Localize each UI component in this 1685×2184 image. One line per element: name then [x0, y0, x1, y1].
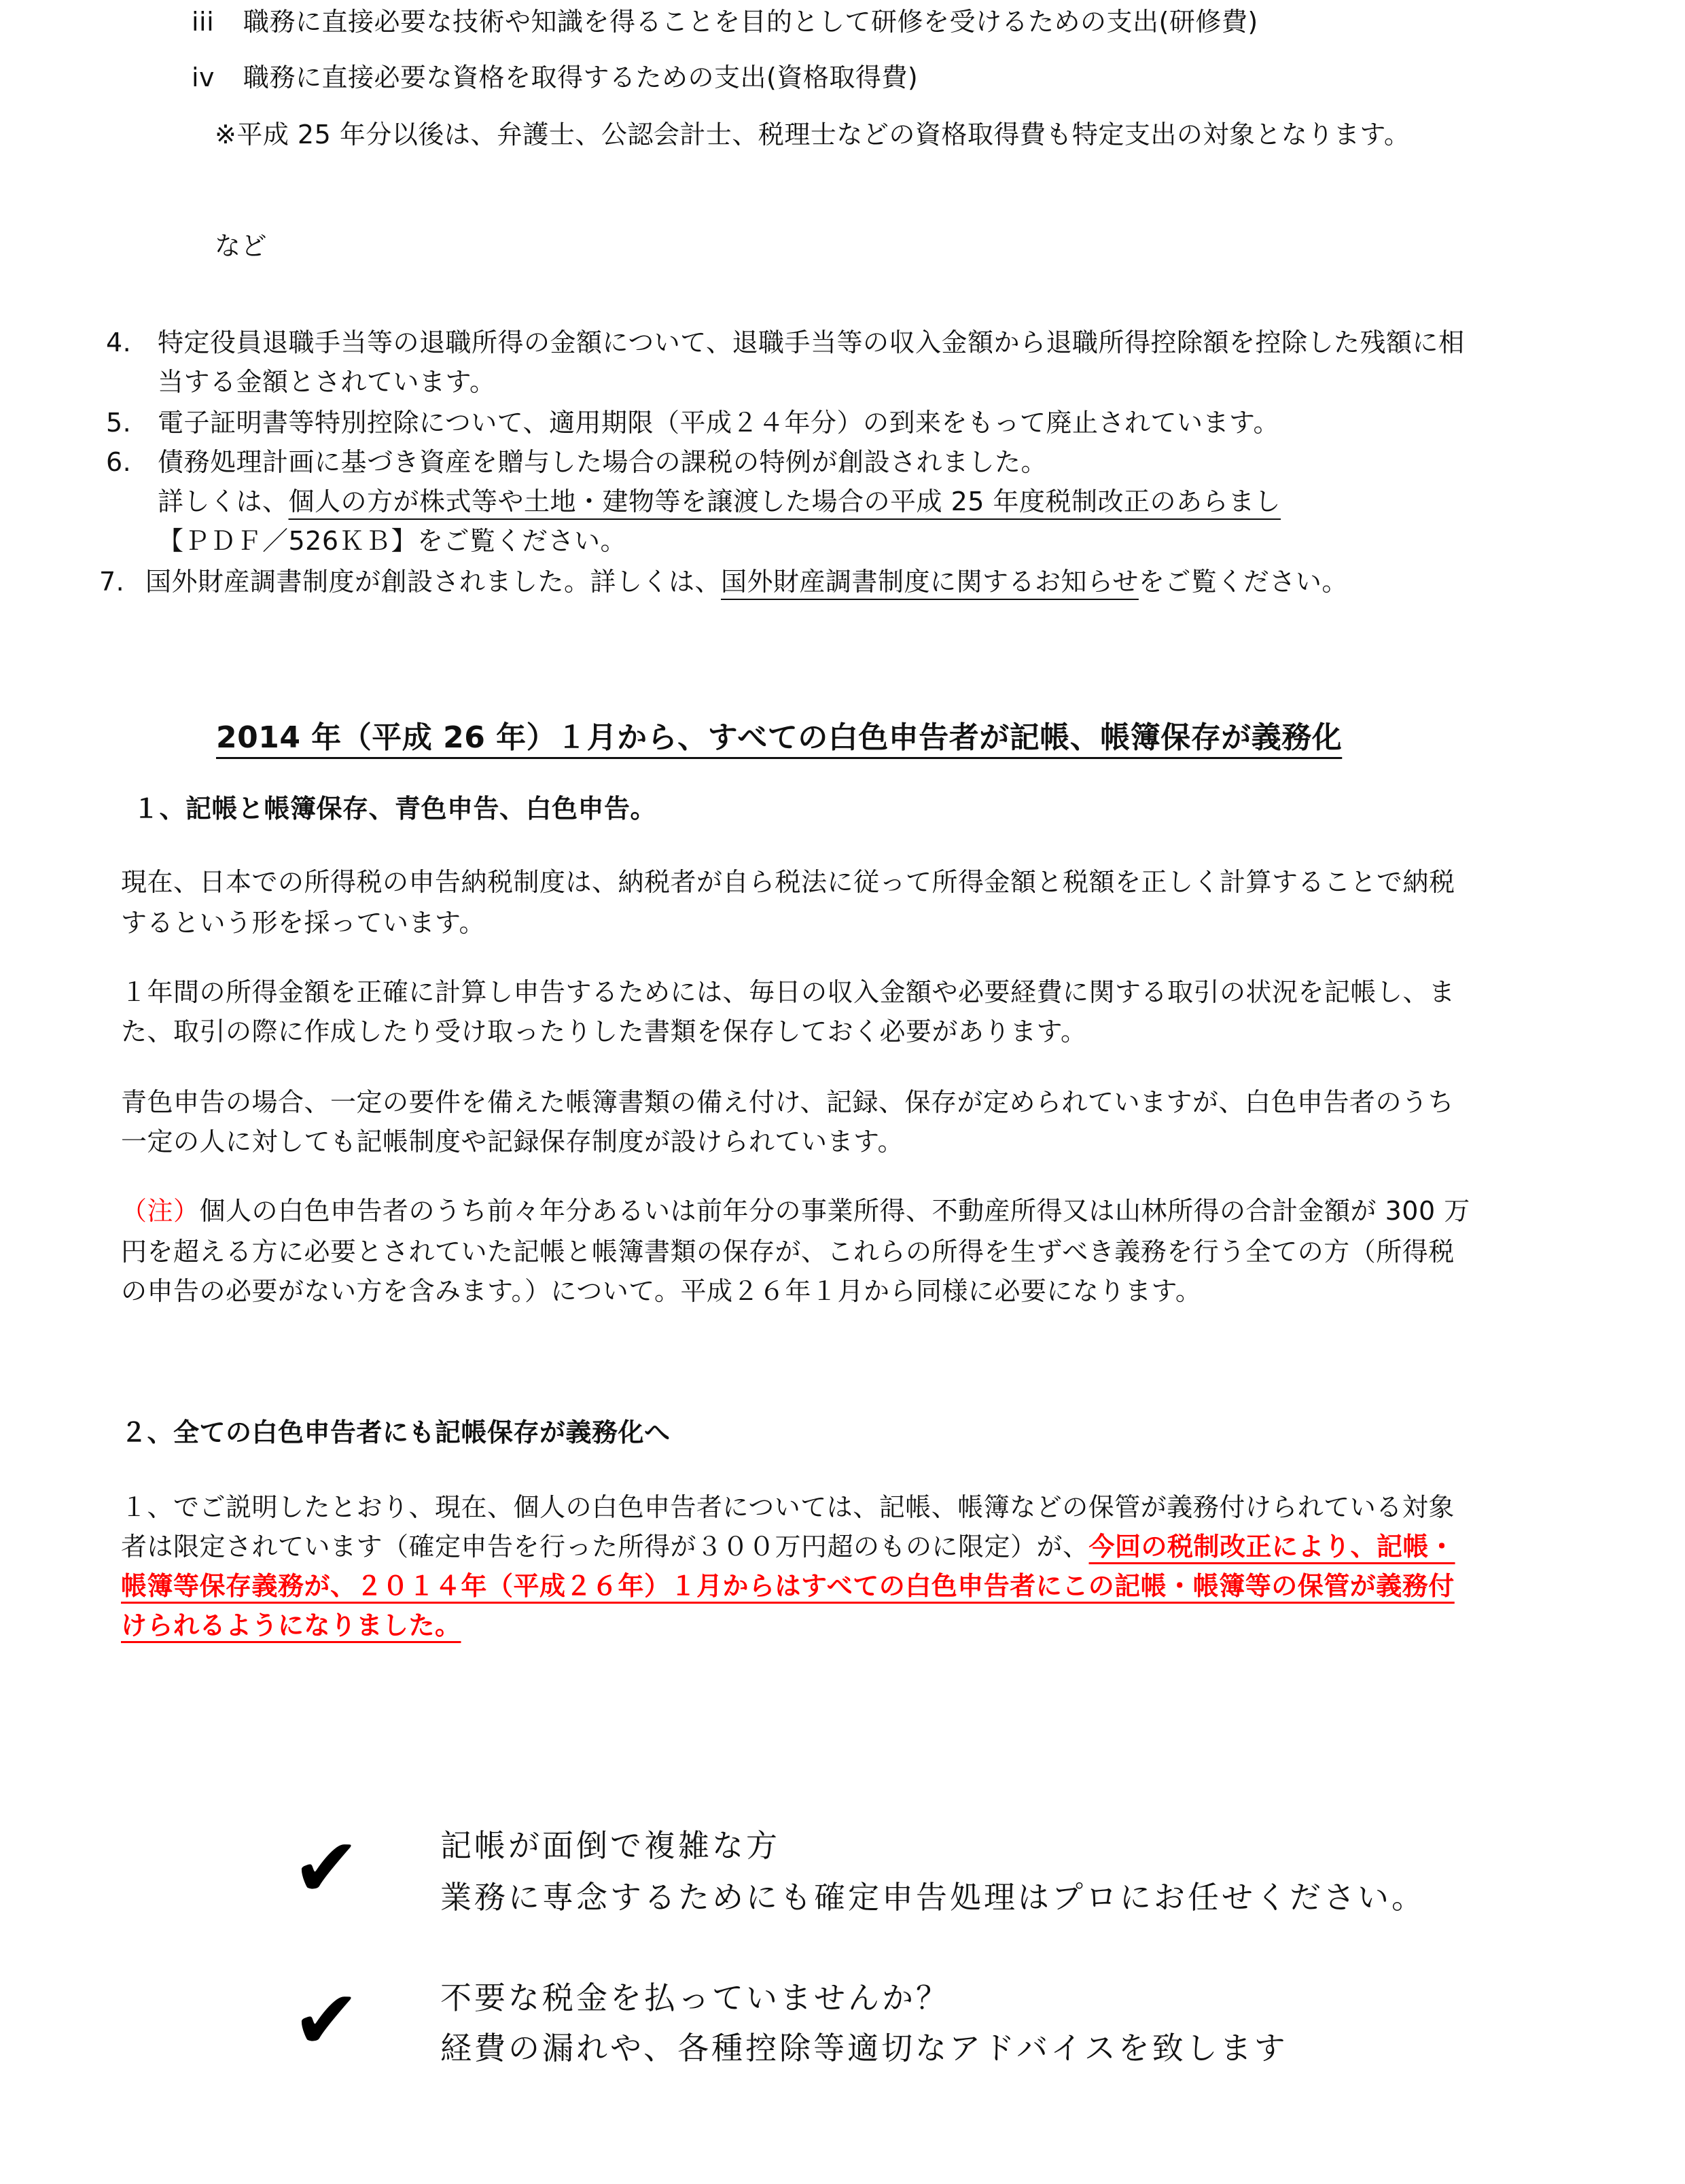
section-1-p3-line1: 青色申告の場合、一定の要件を備えた帳簿書類の備え付け、記録、保存が定められていますが、白色申告者のうち: [121, 1087, 1454, 1117]
section-2-line2-emphasis: 今回の税制改正により、記帳・: [1088, 1532, 1455, 1562]
item-6-detail-prefix: 詳しくは、: [158, 487, 289, 516]
section-1-p3-line2: 一定の人に対しても記帳制度や記録保存制度が設けられています。: [121, 1127, 904, 1157]
item-7-suffix: をご覧ください。: [1138, 567, 1348, 597]
section-title: 2014 年（平成 26 年）１月から、すべての白色申告者が記帳、帳簿保存が義務化: [216, 720, 1343, 755]
section-2-line1: １、でご説明したとおり、現在、個人の白色申告者については、記帳、帳簿などの保管が義務付けられている対象: [121, 1492, 1455, 1522]
item-7-number: 7.: [99, 567, 125, 597]
note-label: （注）: [121, 1196, 200, 1226]
item-7-prefix: 国外財産調書制度が創設されました。詳しくは、: [145, 567, 722, 597]
section-1-p2-line1: １年間の所得金額を正確に計算し申告するためには、毎日の収入金額や必要経費に関する取引の状況を記帳し、ま: [121, 977, 1455, 1007]
promo-2-line1: 不要な税金を払っていませんか？: [440, 1979, 950, 2016]
section-1-heading: １、記帳と帳簿保存、青色申告、白色申告。: [133, 794, 657, 824]
section-2-line3-emphasis: 帳簿等保存義務が、２０１４年（平成２６年）１月からはすべての白色申告者にこの記帳・帳簿等の保管が義務付: [121, 1571, 1455, 1601]
section-1-note-line3: の申告の必要がない方を含みます。）について。平成２６年１月から同様に必要になります。: [121, 1276, 1202, 1306]
section-1-note-line1: [121, 1195, 1470, 1227]
list-marker-iii: iii: [192, 7, 215, 37]
section-1-p1-line2: するという形を採っています。: [121, 908, 485, 938]
item-4-line2: 当する金額とされています。: [158, 367, 496, 397]
section-2-line2-plain: 者は限定されています（確定申告を行った所得が３００万円超のものに限定）が、: [121, 1532, 1089, 1562]
checkmark-icon: ✔: [292, 1821, 361, 1916]
list-item-iii: 職務に直接必要な技術や知識を得ることを目的として研修を受けるための支出(研修費): [243, 7, 1258, 37]
promo-1-line2: 業務に専念するためにも確定申告処理はプロにお任せください。: [440, 1879, 1425, 1916]
section-2-line2: [121, 1530, 1455, 1563]
section-2-line4-emphasis: けられるようになりました。: [121, 1610, 461, 1640]
section-1-note-line2: 円を超える方に必要とされていた記帳と帳簿書類の保存が、これらの所得を生ずべき義務を行う全ての方（所得税: [121, 1237, 1455, 1267]
item-4-number: 4.: [106, 328, 132, 357]
etc-text: など: [215, 231, 268, 261]
item-6-number: 6.: [106, 447, 132, 477]
section-1-p1-line1: 現在、日本での所得税の申告納税制度は、納税者が自ら税法に従って所得金額と税額を正しく計算することで納税: [121, 867, 1455, 897]
item-6-detail-suffix: 【ＰＤＦ／526ＫＢ】をご覧ください。: [158, 526, 627, 556]
list-marker-iv: iv: [192, 63, 215, 92]
note-qualification: ※平成 25 年分以後は、弁護士、公認会計士、税理士などの資格取得費も特定支出の対象となります。: [215, 120, 1411, 149]
promo-2-line2: 経費の漏れや、各種控除等適切なアドバイスを致します: [440, 2030, 1288, 2066]
section-2-heading: ２、全ての白色申告者にも記帳保存が義務化へ: [121, 1417, 671, 1447]
item-7-text: [145, 565, 1348, 598]
overseas-assets-notice-link[interactable]: 国外財産調書制度に関するお知らせ: [721, 567, 1139, 597]
item-5-text: 電子証明書等特別控除について、適用期限（平成２４年分）の到来をもって廃止されています。: [158, 408, 1279, 438]
checkmark-icon: ✔: [292, 1973, 361, 2068]
item-6-detail: [158, 485, 1281, 518]
tax-reform-summary-link[interactable]: 個人の方が株式等や土地・建物等を譲渡した場合の平成 25 年度税制改正のあらまし: [288, 487, 1281, 516]
section-1-p2-line2: た、取引の際に作成したり受け取ったりした書類を保存しておく必要があります。: [121, 1017, 1087, 1046]
note-text-line1: 個人の白色申告者のうち前々年分あるいは前年分の事業所得、不動産所得又は山林所得の合計金額が 300 万: [199, 1196, 1470, 1226]
item-5-number: 5.: [106, 408, 132, 438]
list-item-iv: 職務に直接必要な資格を取得するための支出(資格取得費): [243, 63, 919, 92]
item-4-line1: 特定役員退職手当等の退職所得の金額について、退職手当等の収入金額から退職所得控除額を控除した残額に相: [158, 328, 1465, 357]
item-6-text: 債務処理計画に基づき資産を贈与した場合の課税の特例が創設されました。: [158, 447, 1048, 477]
promo-1-line1: 記帳が面倒で複雑な方: [440, 1827, 780, 1864]
